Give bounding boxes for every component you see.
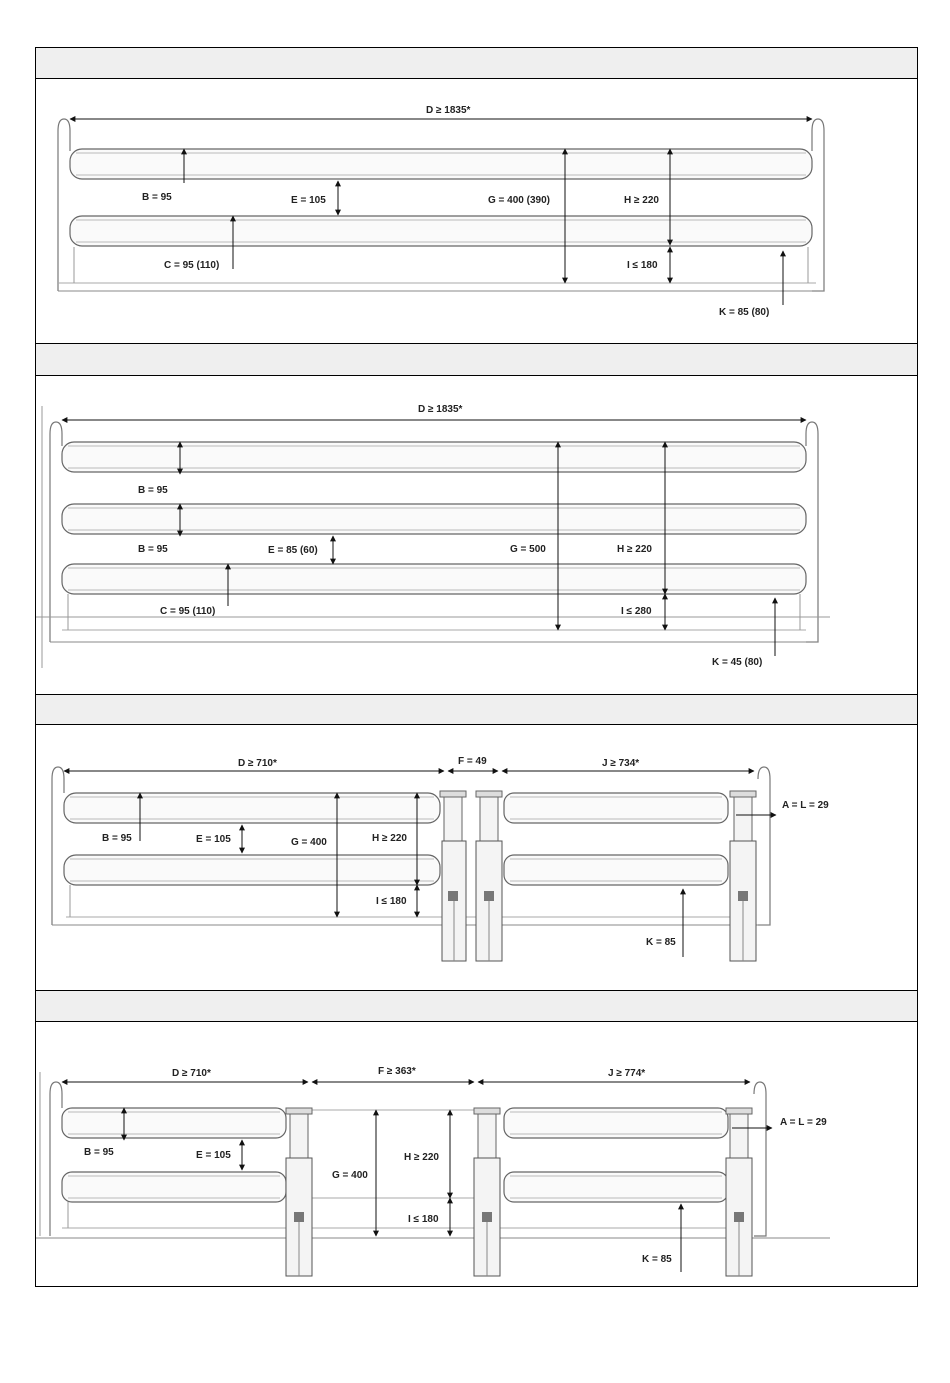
dim-al-label: A = L = 29 xyxy=(780,1117,827,1128)
dim-i-label: I ≤ 280 xyxy=(621,606,652,617)
dim-g-label: G = 400 xyxy=(291,837,327,848)
dim-k-label: K = 85 xyxy=(642,1254,672,1265)
dim-g-label: G = 400 (390) xyxy=(488,195,550,206)
bed-frame-right xyxy=(758,767,770,925)
post-2 xyxy=(476,791,502,961)
bed-frame xyxy=(50,422,62,642)
panel-2-drawing xyxy=(35,375,918,695)
panel-4-diagram xyxy=(36,1022,918,1287)
dim-j-label: J ≥ 734* xyxy=(602,758,640,769)
post-3 xyxy=(726,1108,752,1276)
dim-k-label: K = 85 (80) xyxy=(719,307,770,318)
panel-3-diagram xyxy=(36,725,918,991)
dim-c-label: C = 95 (110) xyxy=(160,606,216,617)
bed-frame xyxy=(58,119,70,291)
bed-frame-right xyxy=(754,1082,766,1236)
dim-g-label: G = 400 xyxy=(332,1170,368,1181)
dim-e-label: E = 105 xyxy=(196,1150,231,1161)
dim-i-label: I ≤ 180 xyxy=(627,260,658,271)
dim-d-label: D ≥ 710* xyxy=(172,1068,211,1079)
panel-3-header xyxy=(35,694,918,725)
dim-h-label: H ≥ 220 xyxy=(372,833,407,844)
dim-b-label: B = 95 xyxy=(102,833,132,844)
bed-frame-right xyxy=(806,422,818,642)
bed-frame xyxy=(52,767,64,925)
dim-g-label: G = 500 xyxy=(510,544,546,555)
bed-frame-right xyxy=(812,119,824,291)
dim-al-label: A = L = 29 xyxy=(782,800,829,811)
dim-k-label: K = 85 xyxy=(646,937,676,948)
panel-4-header xyxy=(35,990,918,1023)
panel-2-header xyxy=(35,343,918,376)
dim-d-label: D ≥ 710* xyxy=(238,758,277,769)
dim-j-label: J ≥ 774* xyxy=(608,1068,646,1079)
panel-1-diagram xyxy=(36,79,918,344)
panel-1-header xyxy=(35,47,918,79)
dim-h-label: H ≥ 220 xyxy=(617,544,652,555)
dim-e-label: E = 105 xyxy=(291,195,326,206)
panel-4-drawing xyxy=(35,1021,918,1287)
dim-h-label: H ≥ 220 xyxy=(404,1152,439,1163)
dim-h-label: H ≥ 220 xyxy=(624,195,659,206)
post-1 xyxy=(286,1108,312,1276)
dim-i-label: I ≤ 180 xyxy=(408,1214,439,1225)
dim-b2-label: B = 95 xyxy=(138,544,168,555)
post-1 xyxy=(440,791,466,961)
dim-i-label: I ≤ 180 xyxy=(376,896,407,907)
dim-b-label: B = 95 xyxy=(142,192,172,203)
post-3 xyxy=(730,791,756,961)
dim-f-label: F = 49 xyxy=(458,756,487,767)
dim-c-label: C = 95 (110) xyxy=(164,260,220,271)
dim-e-label: E = 105 xyxy=(196,834,231,845)
dim-f-label: F ≥ 363* xyxy=(378,1066,416,1077)
panel-3-drawing xyxy=(35,724,918,991)
dim-d-label: D ≥ 1835* xyxy=(426,105,471,116)
dim-b-label: B = 95 xyxy=(84,1147,114,1158)
dim-e-label: E = 85 (60) xyxy=(268,545,318,556)
panel-1-drawing xyxy=(35,78,918,344)
dim-k-label: K = 45 (80) xyxy=(712,657,763,668)
dim-d-label: D ≥ 1835* xyxy=(418,404,463,415)
panel-2-diagram xyxy=(36,376,918,695)
dim-b1-label: B = 95 xyxy=(138,485,168,496)
post-2 xyxy=(474,1108,500,1276)
bed-frame xyxy=(50,1082,62,1236)
